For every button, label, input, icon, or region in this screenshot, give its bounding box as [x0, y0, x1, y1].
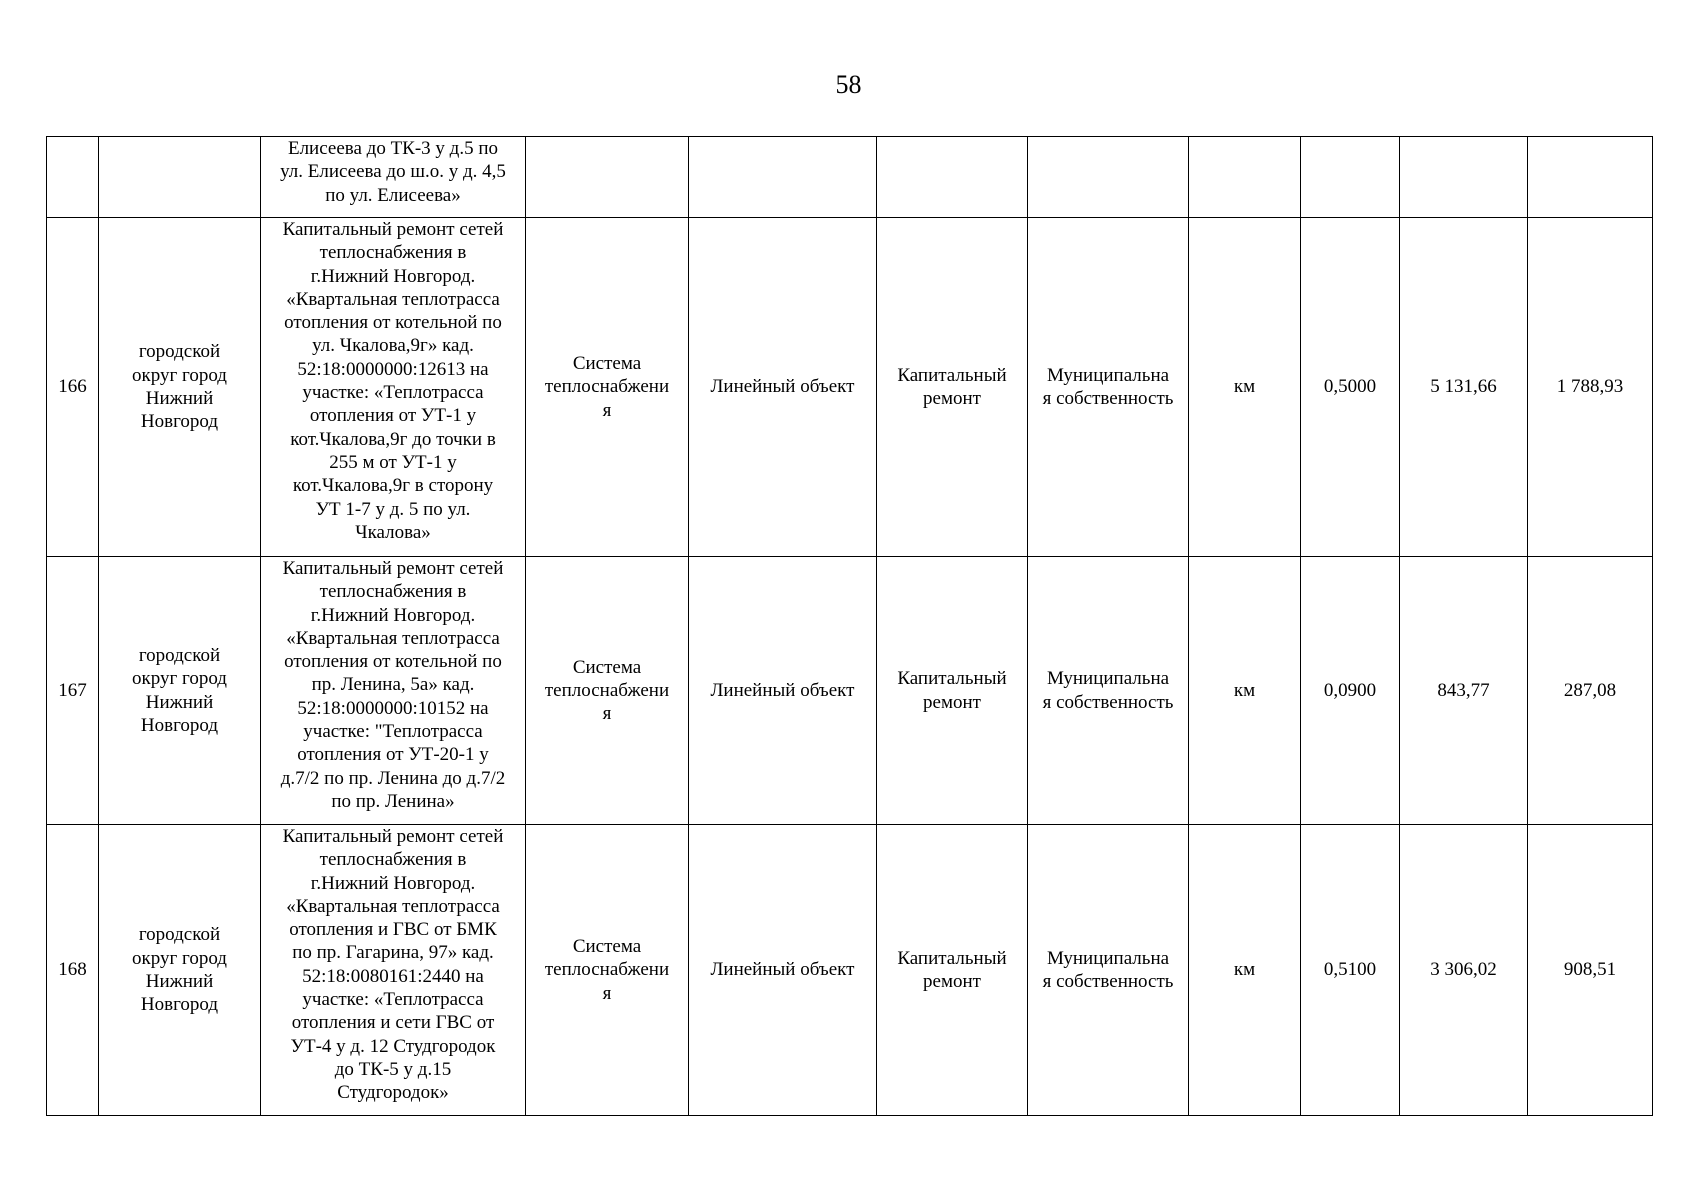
page-number: 58	[835, 70, 862, 99]
unit-cell: км	[1189, 218, 1301, 557]
system-line: теплоснабжени	[544, 376, 670, 398]
ownership-cell	[1028, 825, 1189, 1116]
description-line: г.Нижний Новгород.	[310, 265, 476, 287]
municipality-line: округ город	[132, 668, 227, 690]
description-line: ул. Елисеева до ш.о. у д. 4,5	[280, 161, 506, 183]
description-line: «Квартальная теплотрасса	[286, 288, 500, 310]
municipality-cell	[99, 557, 261, 825]
description-line: по пр. Гагарина, 97» кад.	[292, 942, 494, 964]
description-line: по ул. Елисеева»	[325, 184, 461, 206]
table-row	[47, 825, 1653, 1116]
cost1-cell: 3 306,02	[1400, 825, 1528, 1116]
description-line: 255 м от УТ-1 у	[329, 451, 457, 473]
work-type-line: ремонт	[923, 971, 981, 992]
ownership-line: Муниципальна	[1046, 947, 1170, 969]
description-line: отопления и сети ГВС от	[291, 1012, 495, 1034]
description-line: кот.Чкалова,9г в сторону	[292, 475, 494, 497]
description-cell	[261, 557, 526, 825]
work-type-line: ремонт	[923, 388, 981, 409]
system-line: теплоснабжени	[544, 679, 670, 701]
unit-cell	[1189, 137, 1301, 218]
quantity-cell: 0,5000	[1301, 218, 1400, 557]
municipality-cell	[99, 137, 261, 218]
ownership-line: Муниципальна	[1046, 668, 1170, 690]
work-type-cell	[877, 557, 1028, 825]
system-cell	[526, 137, 689, 218]
description-cell	[261, 137, 526, 218]
description-line: отопления от котельной по	[284, 312, 502, 334]
ownership-cell	[1028, 557, 1189, 825]
municipality-line: городской	[138, 924, 221, 946]
description-line: г.Нижний Новгород.	[310, 872, 476, 894]
description-line: Капитальный ремонт сетей	[282, 558, 504, 579]
description-line: Чкалова»	[355, 521, 431, 543]
description-line: «Квартальная теплотрасса	[286, 895, 500, 917]
system-line: теплоснабжени	[544, 959, 670, 981]
description-line: Елисеева до ТК-3 у д.5 по	[287, 138, 499, 159]
ownership-line: я собственность	[1042, 971, 1174, 992]
description-line: 52:18:0080161:2440 на	[302, 965, 484, 987]
municipality-line: Новгород	[140, 411, 219, 433]
unit-cell: км	[1189, 557, 1301, 825]
work-type-line: Капитальный	[897, 668, 1007, 690]
description-line: кот.Чкалова,9г до точки в	[290, 428, 496, 450]
quantity-cell: 0,5100	[1301, 825, 1400, 1116]
cost1-cell: 843,77	[1400, 557, 1528, 825]
description-line: УТ-4 у д. 12 Студгородок	[290, 1035, 496, 1057]
system-line: Система	[572, 353, 642, 375]
work-type-cell	[877, 825, 1028, 1116]
num-cell: 166	[47, 218, 99, 557]
ownership-cell	[1028, 218, 1189, 557]
description-line: отопления от котельной по	[284, 651, 502, 673]
quantity-cell: 0,0900	[1301, 557, 1400, 825]
work-type-cell	[877, 218, 1028, 557]
ownership-line: Муниципальна	[1046, 364, 1170, 386]
municipality-cell	[99, 218, 261, 557]
system-line: я	[602, 703, 612, 725]
description-cell	[261, 825, 526, 1116]
object-type-cell: Линейный объект	[689, 825, 877, 1116]
description-line: «Квартальная теплотрасса	[286, 627, 500, 649]
description-line: теплоснабжения в	[319, 242, 467, 264]
description-line: д.7/2 по пр. Ленина до д.7/2	[280, 767, 506, 789]
object-type-cell: Линейный объект	[689, 218, 877, 557]
municipality-line: Новгород	[140, 994, 219, 1016]
municipality-line: городской	[138, 341, 221, 363]
description-line: ул. Чкалова,9г» кад.	[312, 335, 474, 357]
cost1-cell: 5 131,66	[1400, 218, 1528, 557]
num-cell: 168	[47, 825, 99, 1116]
ownership-cell	[1028, 137, 1189, 218]
cost2-cell: 287,08	[1528, 557, 1653, 825]
municipality-line: городской	[138, 644, 221, 666]
description-line: участке: "Теплотрасса	[303, 721, 483, 743]
system-cell	[526, 218, 689, 557]
table-row	[47, 218, 1653, 557]
description-line: отопления от УТ-1 у	[309, 405, 477, 427]
description-line: по пр. Ленина»	[331, 790, 455, 812]
description-line: Капитальный ремонт сетей	[282, 219, 504, 240]
capital-repair-table	[46, 136, 1653, 1116]
cost2-cell: 908,51	[1528, 825, 1653, 1116]
work-type-line: Капитальный	[897, 364, 1007, 386]
description-cell	[261, 218, 526, 557]
description-line: г.Нижний Новгород.	[310, 604, 476, 626]
system-cell	[526, 557, 689, 825]
num-cell	[47, 137, 99, 218]
num-cell: 167	[47, 557, 99, 825]
description-line: до ТК-5 у д.15	[334, 1058, 452, 1080]
cost1-cell	[1400, 137, 1528, 218]
work-type-line: ремонт	[923, 691, 981, 713]
object-type-cell	[689, 137, 877, 218]
system-line: я	[602, 399, 612, 421]
system-line: Система	[572, 656, 642, 678]
cost2-cell	[1528, 137, 1653, 218]
description-line: участке: «Теплотрасса	[302, 382, 484, 404]
ownership-line: я собственность	[1042, 691, 1174, 713]
table-row	[47, 557, 1653, 825]
municipality-line: округ город	[132, 947, 227, 969]
description-line: УТ 1-7 у д. 5 по ул.	[315, 498, 471, 520]
municipality-line: округ город	[132, 364, 227, 386]
municipality-line: Нижний	[145, 971, 214, 992]
municipality-line: Нижний	[145, 388, 214, 409]
table-row-continuation	[47, 137, 1653, 218]
description-line: теплоснабжения в	[319, 849, 467, 871]
description-line: 52:18:0000000:12613 на	[297, 358, 489, 380]
municipality-line: Нижний	[145, 691, 214, 713]
ownership-line: я собственность	[1042, 388, 1174, 409]
municipality-cell	[99, 825, 261, 1116]
description-line: Студгородок»	[337, 1082, 449, 1104]
description-line: 52:18:0000000:10152 на	[297, 697, 489, 719]
description-line: участке: «Теплотрасса	[302, 989, 484, 1011]
work-type-line: Капитальный	[897, 947, 1007, 969]
description-line: теплоснабжения в	[319, 581, 467, 603]
system-line: я	[602, 982, 612, 1004]
description-line: отопления от УТ-20-1 у	[297, 744, 489, 766]
description-line: пр. Ленина, 5а» кад.	[311, 674, 475, 696]
object-type-cell: Линейный объект	[689, 557, 877, 825]
system-cell	[526, 825, 689, 1116]
description-line: отопления и ГВС от БМК	[289, 919, 497, 941]
cost2-cell: 1 788,93	[1528, 218, 1653, 557]
unit-cell: км	[1189, 825, 1301, 1116]
description-line: Капитальный ремонт сетей	[282, 826, 504, 847]
system-line: Система	[572, 936, 642, 958]
quantity-cell	[1301, 137, 1400, 218]
work-type-cell	[877, 137, 1028, 218]
municipality-line: Новгород	[140, 714, 219, 736]
